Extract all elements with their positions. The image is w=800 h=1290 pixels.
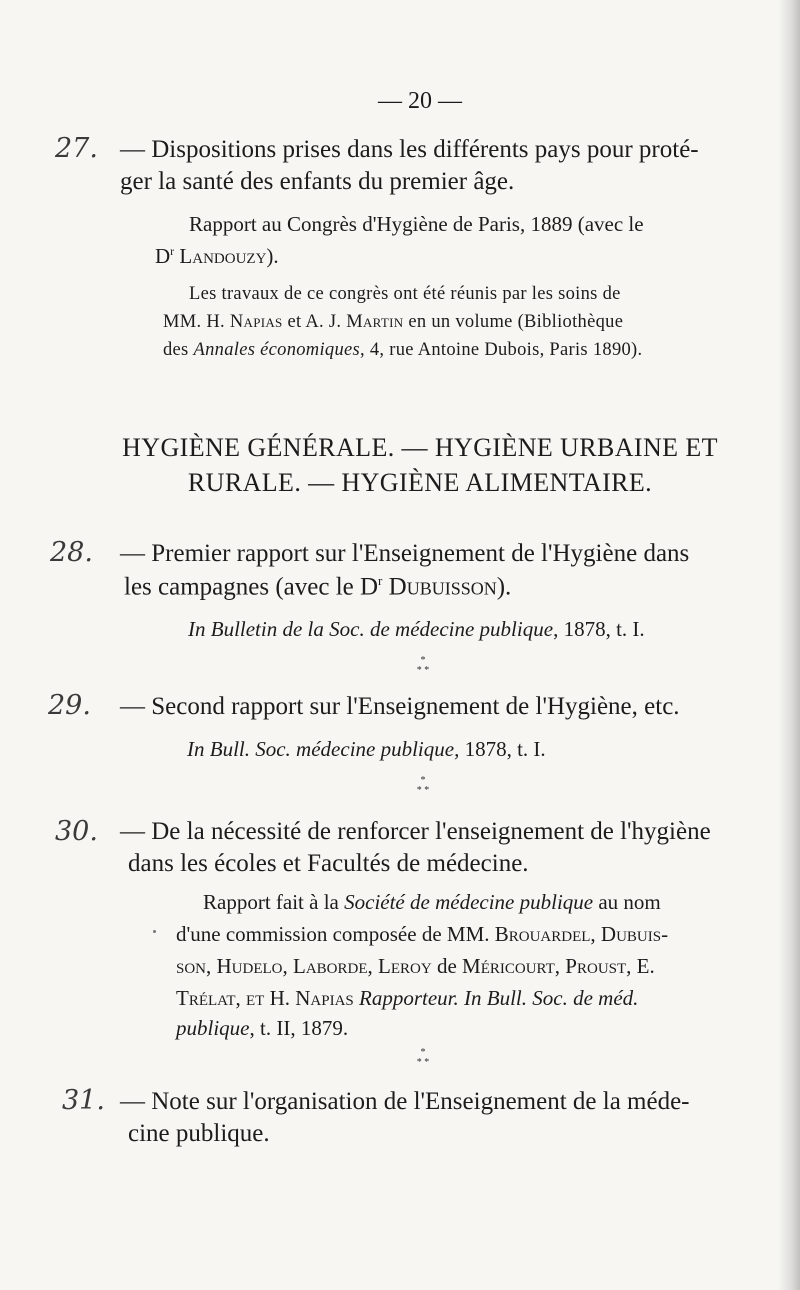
- entry-27-title-line-2: ger la santé des enfants du premier âge.: [120, 168, 515, 195]
- entry-30-note-line-3: son, Hudelo, Laborde, Leroy de Méricourt, Proust, E.: [176, 954, 655, 978]
- margin-number-29: 29.: [48, 690, 91, 721]
- entry-31-title-line-1: — Note sur l'organisation de l'Enseignement de la méde-: [120, 1088, 690, 1115]
- entry-27-note-line-2: $D^r$ Landouzy).: [155, 244, 279, 268]
- page-number: — 20 —: [378, 88, 462, 114]
- entry-28-ref: In Bulletin de la Soc. de médecine publique, 1878, t. I.: [188, 617, 645, 641]
- entry-31-title-line-2: cine publique.: [128, 1120, 270, 1147]
- entry-29-title-line-1: — Second rapport sur l'Enseignement de l'Hygiène, etc.: [120, 693, 680, 720]
- page-edge-shadow: [778, 0, 800, 1290]
- entry-30-note-line-4: Trélat, et H. Napias Rapporteur. In Bull. Soc. de méd.: [176, 986, 639, 1010]
- entry-30-note-line-5: publique, t. II, 1879.: [176, 1016, 349, 1040]
- entry-28-title-line-2: les campagnes (avec le $D^r$ Dubuisson).: [124, 573, 512, 601]
- entry-27-note-line-1: Rapport au Congrès d'Hygiène de Paris, 1889 (avec le: [189, 212, 644, 236]
- entry-27-small-line-2: MM. H. Napias et A. J. Martin en un volume (Bibliothèque: [163, 312, 624, 332]
- section-heading-line-2: RURALE. — HYGIÈNE ALIMENTAIRE.: [187, 468, 653, 497]
- entry-30-note-line-1: Rapport fait à la Société de médecine publique au nom: [203, 890, 661, 914]
- entry-29-ref: In Bull. Soc. médecine publique, 1878, t. I.: [187, 737, 546, 761]
- margin-number-30: 30.: [55, 816, 98, 847]
- separator-asterism-1: * * *: [416, 655, 430, 676]
- margin-number-27: 27.: [55, 133, 98, 164]
- separator-asterism-3: * * *: [416, 1047, 430, 1068]
- entry-30-title-line-2: dans les écoles et Facultés de médecine.: [128, 850, 529, 877]
- entry-27-title-line-1: — Dispositions prises dans les différents pays pour proté-: [120, 136, 699, 163]
- margin-number-31: 31.: [62, 1085, 105, 1116]
- speck: [153, 930, 156, 933]
- margin-number-28: 28.: [50, 537, 93, 568]
- entry-30-title-line-1: — De la nécessité de renforcer l'enseignement de l'hygiène: [120, 818, 711, 845]
- entry-27-small-line-3: des Annales économiques, 4, rue Antoine Dubois, Paris 1890).: [163, 340, 643, 360]
- entry-30-note-line-2: d'une commission composée de MM. Brouardel, Dubuis-: [176, 922, 669, 946]
- separator-asterism-2: * * *: [416, 775, 430, 796]
- entry-27-small-line-1: Les travaux de ce congrès ont été réunis par les soins de: [189, 284, 621, 304]
- section-heading-line-1: HYGIÈNE GÉNÉRALE. — HYGIÈNE URBAINE ET: [122, 433, 718, 462]
- entry-28-title-line-1: — Premier rapport sur l'Enseignement de l'Hygiène dans: [120, 540, 690, 567]
